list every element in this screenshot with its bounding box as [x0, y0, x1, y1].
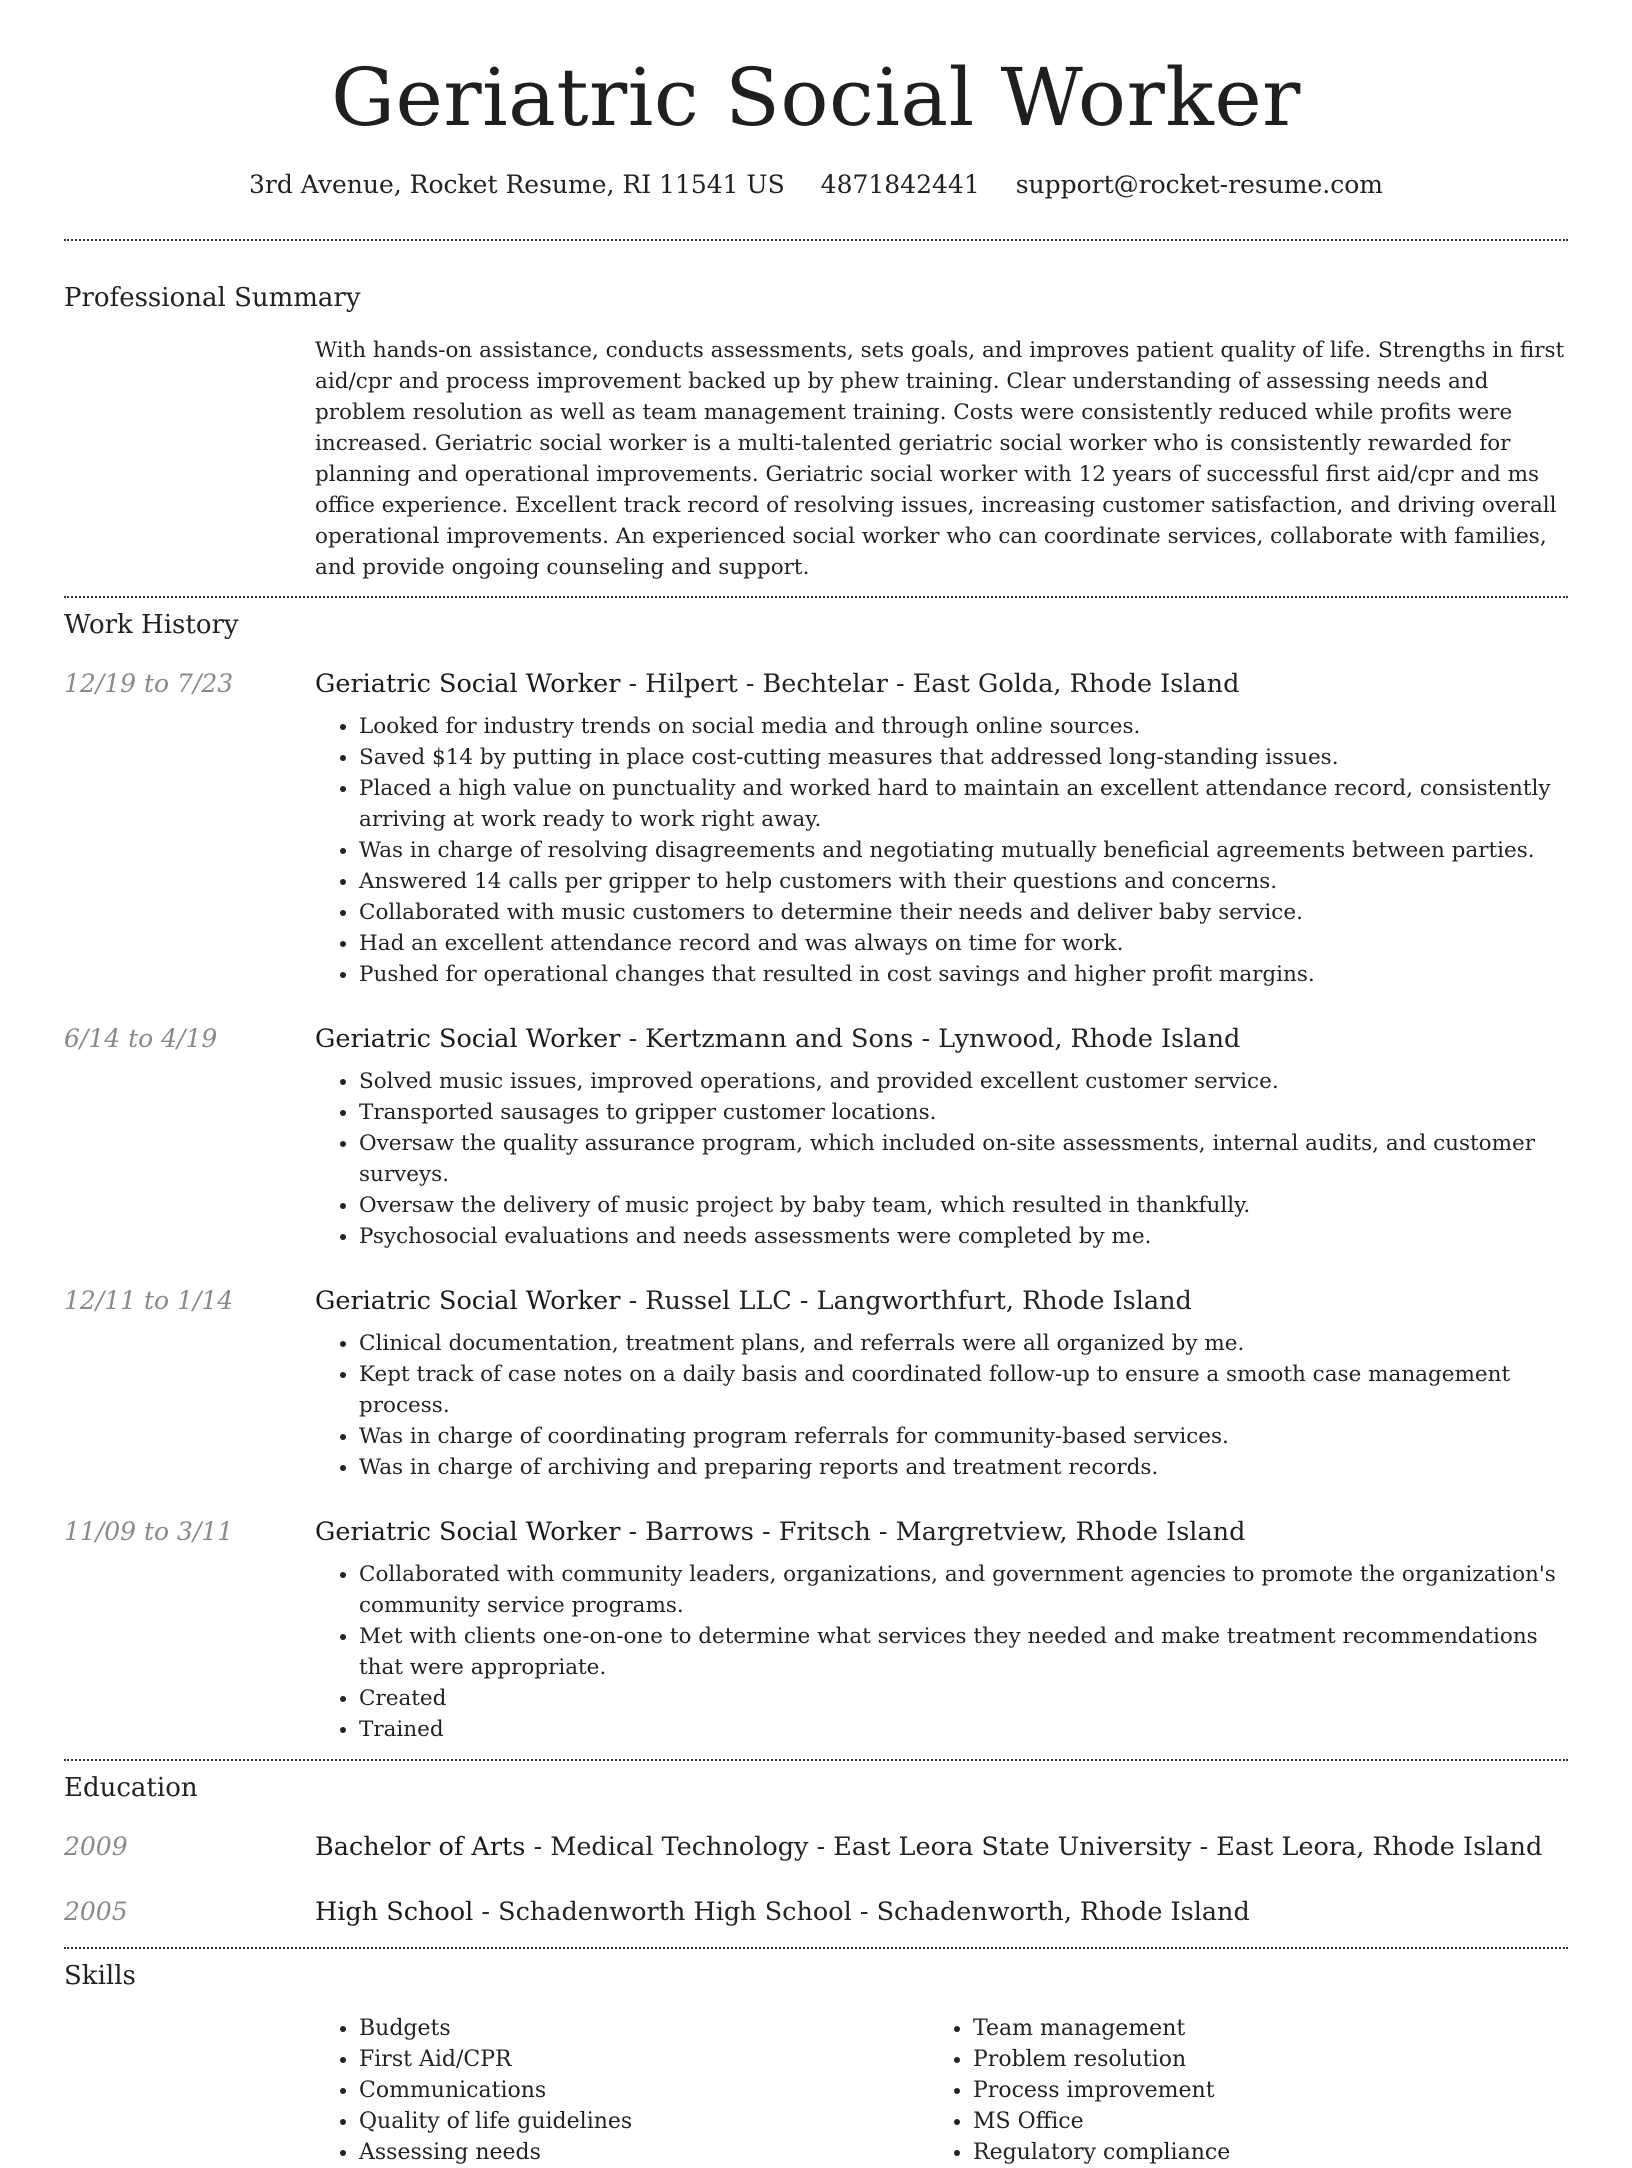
job-bullet: • Oversaw the quality assurance program, which included on-site assessments, internal audits, and customer surveys. — [359, 1128, 1568, 1190]
section-title-work-history: Work History — [64, 610, 239, 640]
skill-item: • First Aid/CPR — [359, 2044, 929, 2075]
education-degree: High School — [315, 1897, 474, 1927]
job-bullet: • Was in charge of archiving and preparing reports and treatment records. — [359, 1452, 1568, 1483]
job-bullet: • Pushed for operational changes that resulted in cost savings and higher profit margins. — [359, 959, 1568, 990]
job-role: Geriatric Social Worker — [315, 1517, 621, 1547]
divider — [64, 239, 1568, 241]
divider — [64, 596, 1568, 598]
education-entry — [64, 1897, 1568, 1927]
job-bullet: • Looked for industry trends on social media and through online sources. — [359, 711, 1568, 742]
job-role: Geriatric Social Worker — [315, 669, 621, 699]
job-bullet: • Clinical documentation, treatment plans, and referrals were all organized by me. — [359, 1328, 1568, 1359]
job-employer: - Hilpert - Bechtelar - East Golda, Rhode Island — [620, 669, 1240, 699]
section-title-summary: Professional Summary — [64, 283, 361, 313]
job-role: Geriatric Social Worker — [315, 1286, 621, 1316]
job-bullet: • Answered 14 calls per gripper to help customers with their questions and concerns. — [359, 866, 1568, 897]
job-bullet: • Was in charge of resolving disagreements and negotiating mutually beneficial agreements between parties. — [359, 835, 1568, 866]
job-title — [315, 1286, 1568, 1316]
job-bullet: • Met with clients one-on-one to determine what services they needed and make treatment recommendations that were appropriate. — [359, 1621, 1568, 1683]
education-details: - Schadenworth High School - Schadenworth, Rhode Island — [473, 1897, 1250, 1927]
resume-page — [64, 0, 1568, 2168]
job-entry — [64, 1024, 1568, 1252]
job-entry — [64, 1286, 1568, 1483]
skill-item: • Quality of life guidelines — [359, 2106, 929, 2137]
education-title — [315, 1832, 1568, 1862]
skill-item: • MS Office — [973, 2106, 1543, 2137]
job-bullets — [315, 1066, 1568, 1252]
job-entry — [64, 669, 1568, 990]
section-title-education: Education — [64, 1773, 198, 1803]
education-details: - Medical Technology - East Leora State University - East Leora, Rhode Island — [525, 1832, 1543, 1862]
job-bullets — [315, 1559, 1568, 1745]
job-bullet: • Collaborated with music customers to determine their needs and deliver baby service. — [359, 897, 1568, 928]
education-year: 2009 — [64, 1832, 128, 1861]
skill-item: • Regulatory compliance — [973, 2137, 1543, 2168]
skills-column-right — [929, 2013, 1543, 2168]
skills-column-left — [315, 2013, 929, 2168]
job-date: 12/11 to 1/14 — [64, 1286, 234, 1315]
job-bullet: • Was in charge of coordinating program referrals for community-based services. — [359, 1421, 1568, 1452]
job-date: 12/19 to 7/23 — [64, 669, 234, 698]
skill-item: • Problem resolution — [973, 2044, 1543, 2075]
summary-text: With hands-on assistance, conducts assessments, sets goals, and improves patient quality of life. Strengths in first aid/cpr and process improvement backed up by phew training. Clear understanding of assessing needs and problem resolution as well as team management training. Costs were consistently reduced while profits were increased. Geriatric social worker is a multi-talented geriatric social worker who is consistently rewarded for planning and operational improvements. Geriatric social worker with 12 years of successful first aid/cpr and ms office experience. Excellent track record of resolving issues, increasing customer satisfaction, and driving overall operational improvements. An experienced social worker who can coordinate services, collaborate with families, and provide ongoing counseling and support. — [315, 338, 1565, 580]
job-bullets — [315, 1328, 1568, 1483]
job-bullet: • Collaborated with community leaders, organizations, and government agencies to promote the organization's community service programs. — [359, 1559, 1568, 1621]
job-bullets — [315, 711, 1568, 990]
job-bullet: • Solved music issues, improved operations, and provided excellent customer service. — [359, 1066, 1568, 1097]
education-entry — [64, 1832, 1568, 1862]
job-date: 11/09 to 3/11 — [64, 1517, 234, 1546]
skill-item: • Team management — [973, 2013, 1543, 2044]
skill-item: • Communications — [359, 2075, 929, 2106]
section-title-skills: Skills — [64, 1961, 136, 1991]
job-role: Geriatric Social Worker — [315, 1024, 621, 1054]
job-title — [315, 1517, 1568, 1547]
job-employer: - Barrows - Fritsch - Margretview, Rhode Island — [620, 1517, 1246, 1547]
job-bullet: • Saved $14 by putting in place cost-cutting measures that addressed long-standing issues. — [359, 742, 1568, 773]
skill-item: • Budgets — [359, 2013, 929, 2044]
job-bullet: • Placed a high value on punctuality and worked hard to maintain an excellent attendance record, consistently arriving at work ready to work right away. — [359, 773, 1568, 835]
job-bullet: • Oversaw the delivery of music project by baby team, which resulted in thankfully. — [359, 1190, 1568, 1221]
job-date: 6/14 to 4/19 — [64, 1024, 218, 1053]
education-title — [315, 1897, 1568, 1927]
skill-item: • Assessing needs — [359, 2137, 929, 2168]
job-bullet: • Created — [359, 1683, 1568, 1714]
divider — [64, 1759, 1568, 1761]
job-title — [315, 669, 1568, 699]
contact-info — [64, 170, 1568, 199]
job-bullet: • Psychosocial evaluations and needs assessments were completed by me. — [359, 1221, 1568, 1252]
job-employer: - Russel LLC - Langworthfurt, Rhode Island — [620, 1286, 1192, 1316]
job-bullet: • Had an excellent attendance record and was always on time for work. — [359, 928, 1568, 959]
job-bullet: • Kept track of case notes on a daily basis and coordinated follow-up to ensure a smooth case management process. — [359, 1359, 1568, 1421]
contact-email[interactable]: support@rocket-resume.com — [1015, 170, 1383, 199]
job-bullet: • Trained — [359, 1714, 1568, 1745]
contact-address: 3rd Avenue, Rocket Resume, RI 11541 US — [248, 170, 785, 199]
job-bullet: • Transported sausages to gripper customer locations. — [359, 1097, 1568, 1128]
divider — [64, 1947, 1568, 1949]
education-year: 2005 — [64, 1897, 128, 1926]
contact-phone: 4871842441 — [820, 170, 980, 199]
job-employer: - Kertzmann and Sons - Lynwood, Rhode Island — [620, 1024, 1241, 1054]
job-title — [315, 1024, 1568, 1054]
skill-item: • Process improvement — [973, 2075, 1543, 2106]
skills-list — [315, 2013, 1568, 2168]
education-degree: Bachelor of Arts — [315, 1832, 526, 1862]
job-entry — [64, 1517, 1568, 1745]
resume-name: Geriatric Social Worker — [331, 51, 1301, 144]
